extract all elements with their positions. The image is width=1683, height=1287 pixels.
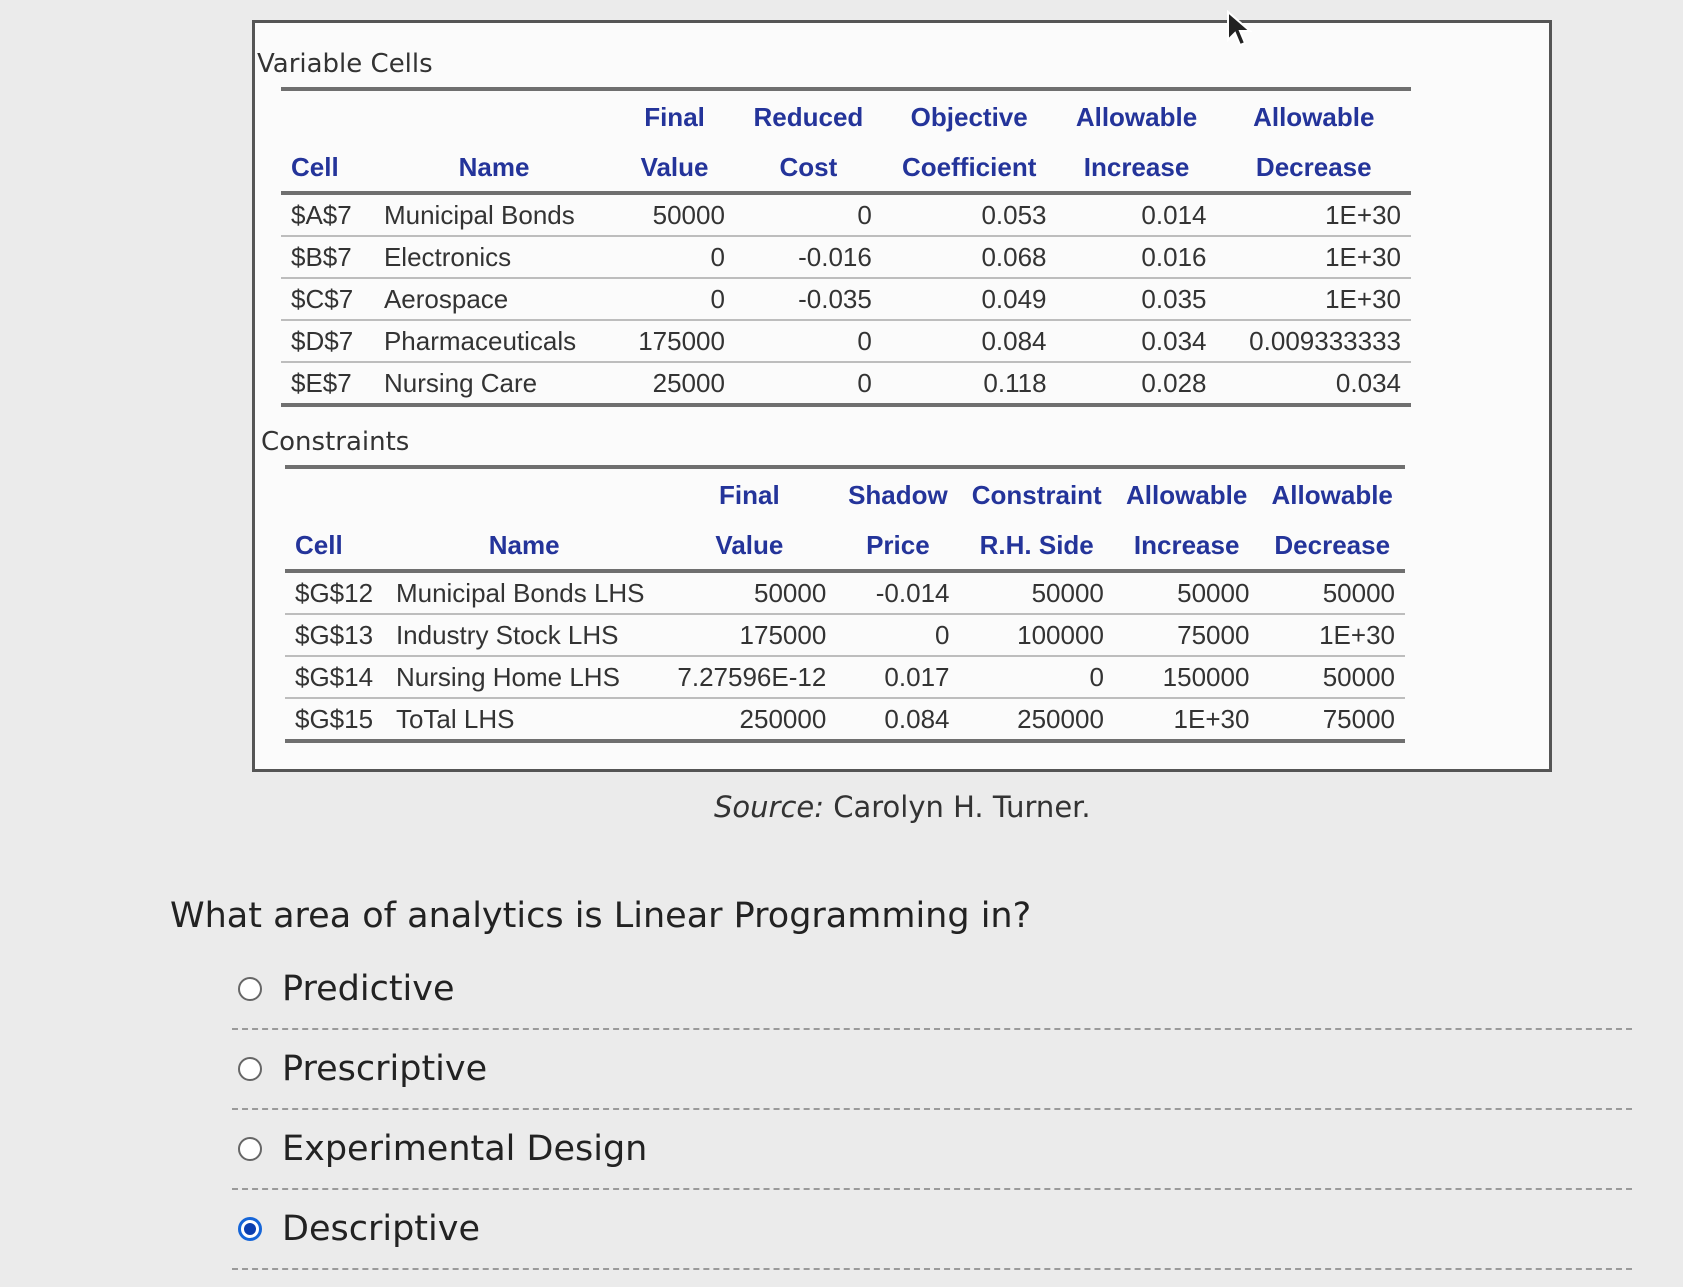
shadow-price: 0.084 [836, 698, 959, 741]
sensitivity-report [252, 20, 1552, 772]
header-objective-coefficient-top: Objective [882, 89, 1057, 141]
constraint-rhs: 0 [960, 656, 1114, 698]
constraints-table [285, 465, 1405, 743]
constraint-rhs: 100000 [960, 614, 1114, 656]
mouse-pointer-icon [1226, 10, 1252, 48]
table-row [281, 236, 1411, 278]
header-allowable-increase: Increase [1057, 141, 1217, 193]
allowable-increase: 150000 [1114, 656, 1260, 698]
table-row [281, 362, 1411, 405]
header-allowable-increase-top: Allowable [1057, 89, 1217, 141]
radio-button[interactable] [238, 1137, 262, 1161]
header-cell-top [285, 467, 386, 519]
header-allowable-decrease-top: Allowable [1259, 467, 1405, 519]
source-label: Source: [714, 790, 825, 824]
header-final-value-top: Final [614, 89, 735, 141]
source-caption [714, 790, 1091, 824]
cell-name: Aerospace [374, 278, 614, 320]
objective-coefficient: 0.118 [882, 362, 1057, 405]
header-shadow-price-top: Shadow [836, 467, 959, 519]
variable-cells-table [281, 87, 1411, 407]
cell-ref: $B$7 [281, 236, 374, 278]
allowable-increase: 0.016 [1057, 236, 1217, 278]
table-row [285, 614, 1405, 656]
final-value: 175000 [662, 614, 836, 656]
shadow-price: -0.014 [836, 571, 959, 614]
source-text: Carolyn H. Turner. [833, 790, 1091, 824]
header-final-value: Value [662, 519, 836, 571]
header-cell-top [281, 89, 374, 141]
option-label: Descriptive [282, 1209, 480, 1249]
radio-button[interactable] [238, 1057, 262, 1081]
table-row [285, 656, 1405, 698]
header-name: Name [386, 519, 662, 571]
allowable-increase: 75000 [1114, 614, 1260, 656]
header-constraint-rhs: R.H. Side [960, 519, 1114, 571]
header-allowable-decrease: Decrease [1217, 141, 1412, 193]
header-allowable-decrease: Decrease [1259, 519, 1405, 571]
allowable-increase: 0.014 [1057, 193, 1217, 236]
cell-ref: $G$15 [285, 698, 386, 741]
header-cell: Cell [285, 519, 386, 571]
objective-coefficient: 0.053 [882, 193, 1057, 236]
allowable-decrease: 75000 [1259, 698, 1405, 741]
constraint-rhs: 50000 [960, 571, 1114, 614]
allowable-increase: 50000 [1114, 571, 1260, 614]
header-name: Name [374, 141, 614, 193]
answer-options [232, 950, 1632, 1270]
reduced-cost: 0 [735, 362, 882, 405]
constraints-title: Constraints [261, 427, 410, 457]
table-row [281, 278, 1411, 320]
cell-name: Pharmaceuticals [374, 320, 614, 362]
final-value: 250000 [662, 698, 836, 741]
cell-name: Electronics [374, 236, 614, 278]
reduced-cost: 0 [735, 320, 882, 362]
cell-ref: $D$7 [281, 320, 374, 362]
allowable-increase: 0.035 [1057, 278, 1217, 320]
header-shadow-price: Price [836, 519, 959, 571]
reduced-cost: -0.016 [735, 236, 882, 278]
header-allowable-decrease-top: Allowable [1217, 89, 1412, 141]
radio-button[interactable] [238, 977, 262, 1001]
cell-name: Municipal Bonds [374, 193, 614, 236]
allowable-decrease: 1E+30 [1217, 193, 1412, 236]
cell-ref: $G$14 [285, 656, 386, 698]
cell-ref: $E$7 [281, 362, 374, 405]
header-name-top [386, 467, 662, 519]
shadow-price: 0.017 [836, 656, 959, 698]
cell-name: Nursing Home LHS [386, 656, 662, 698]
header-reduced-cost: Cost [735, 141, 882, 193]
option-experimental-design[interactable] [232, 1110, 1632, 1190]
allowable-decrease: 50000 [1259, 571, 1405, 614]
final-value: 0 [614, 278, 735, 320]
question-text: What area of analytics is Linear Programming in? [170, 896, 1032, 936]
final-value: 0 [614, 236, 735, 278]
header-objective-coefficient: Coefficient [882, 141, 1057, 193]
objective-coefficient: 0.084 [882, 320, 1057, 362]
allowable-decrease: 50000 [1259, 656, 1405, 698]
option-descriptive[interactable] [232, 1190, 1632, 1270]
header-constraint-rhs-top: Constraint [960, 467, 1114, 519]
option-label: Experimental Design [282, 1129, 648, 1169]
header-final-value: Value [614, 141, 735, 193]
table-row [281, 193, 1411, 236]
cell-name: Municipal Bonds LHS [386, 571, 662, 614]
cell-ref: $C$7 [281, 278, 374, 320]
final-value: 50000 [662, 571, 836, 614]
cell-ref: $G$13 [285, 614, 386, 656]
shadow-price: 0 [836, 614, 959, 656]
cell-ref: $A$7 [281, 193, 374, 236]
header-allowable-increase-top: Allowable [1114, 467, 1260, 519]
allowable-decrease: 1E+30 [1217, 236, 1412, 278]
table-row [285, 571, 1405, 614]
reduced-cost: 0 [735, 193, 882, 236]
option-predictive[interactable] [232, 950, 1632, 1030]
variable-cells-title: Variable Cells [257, 49, 433, 79]
reduced-cost: -0.035 [735, 278, 882, 320]
allowable-decrease: 0.009333333 [1217, 320, 1412, 362]
final-value: 50000 [614, 193, 735, 236]
allowable-increase: 0.034 [1057, 320, 1217, 362]
final-value: 7.27596E-12 [662, 656, 836, 698]
option-label: Predictive [282, 969, 455, 1009]
allowable-increase: 0.028 [1057, 362, 1217, 405]
cell-name: Industry Stock LHS [386, 614, 662, 656]
option-prescriptive[interactable] [232, 1030, 1632, 1110]
option-label: Prescriptive [282, 1049, 488, 1089]
header-name-top [374, 89, 614, 141]
cell-name: ToTal LHS [386, 698, 662, 741]
constraint-rhs: 250000 [960, 698, 1114, 741]
final-value: 25000 [614, 362, 735, 405]
allowable-decrease: 1E+30 [1217, 278, 1412, 320]
allowable-increase: 1E+30 [1114, 698, 1260, 741]
radio-button-selected[interactable] [238, 1217, 262, 1241]
cell-ref: $G$12 [285, 571, 386, 614]
header-allowable-increase: Increase [1114, 519, 1260, 571]
objective-coefficient: 0.068 [882, 236, 1057, 278]
objective-coefficient: 0.049 [882, 278, 1057, 320]
header-reduced-cost-top: Reduced [735, 89, 882, 141]
table-row [281, 320, 1411, 362]
final-value: 175000 [614, 320, 735, 362]
cell-name: Nursing Care [374, 362, 614, 405]
header-final-value-top: Final [662, 467, 836, 519]
header-cell: Cell [281, 141, 374, 193]
table-row [285, 698, 1405, 741]
allowable-decrease: 0.034 [1217, 362, 1412, 405]
allowable-decrease: 1E+30 [1259, 614, 1405, 656]
